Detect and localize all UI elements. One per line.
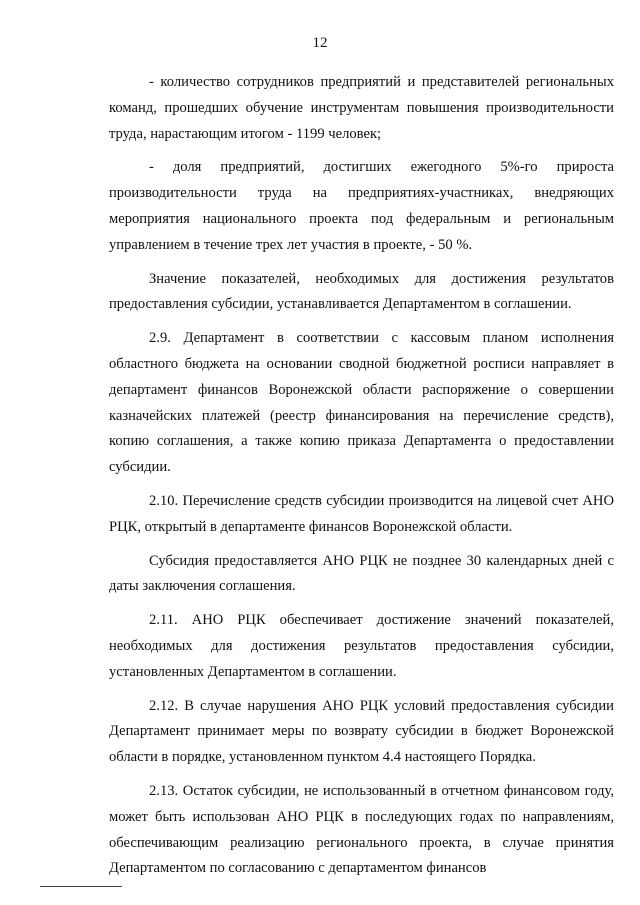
document-body [109, 70, 614, 890]
paragraph-2-11: 2.11. АНО РЦК обеспечивает достижение значений показателей, необходимых для достижения результатов предоставления субсидии, установленных Департаментом в соглашении. [109, 612, 614, 680]
footer-divider [40, 886, 122, 887]
page-number: 12 [312, 35, 328, 51]
paragraph-2-9: 2.9. Департамент в соответствии с кассовым планом исполнения областного бюджета на основании сводной бюджетной росписи направляет в департамент финансов Воронежской области распоряжение о совершении казначейских платежей (реестр финансирования на перечисление средств), копию соглашения, а также копию приказа Департамента о предоставлении субсидии. [109, 330, 614, 476]
paragraph-2-13: 2.13. Остаток субсидии, не использованный в отчетном финансовом году, может быть использован АНО РЦК в последующих годах по направлениям, обеспечивающим реализацию регионального проекта, в случае принятия Департаментом по согласованию с департаментом финансов [109, 782, 614, 877]
paragraph-2-12: 2.12. В случае нарушения АНО РЦК условий предоставления субсидии Департамент принимает меры по возврату субсидии в бюджет Воронежской области в порядке, установленном пунктом 4.4 настоящего Порядка. [109, 697, 614, 766]
paragraph-employees-trained: - количество сотрудников предприятий и представителей региональных команд, прошедших обучение инструментам повышения производительности труда, нарастающим итогом - 1199 человек; [109, 74, 614, 142]
paragraph-indicator-values: Значение показателей, необходимых для достижения результатов предоставления субсидии, устанавливается Департаментом в соглашении. [109, 270, 614, 313]
paragraph-2-10: 2.10. Перечисление средств субсидии производится на лицевой счет АНО РЦК, открытый в департаменте финансов Воронежской области. [109, 492, 614, 535]
paragraph-enterprise-share: - доля предприятий, достигших ежегодного 5%-го прироста производительности труда на предприятиях-участниках, внедряющих мероприятия национального проекта под федеральным и региональным управлением в течение трех лет участия в проекте, - 50 %. [109, 159, 614, 253]
paragraph-subsidy-deadline: Субсидия предоставляется АНО РЦК не позднее 30 календарных дней с даты заключения соглашения. [109, 552, 614, 595]
